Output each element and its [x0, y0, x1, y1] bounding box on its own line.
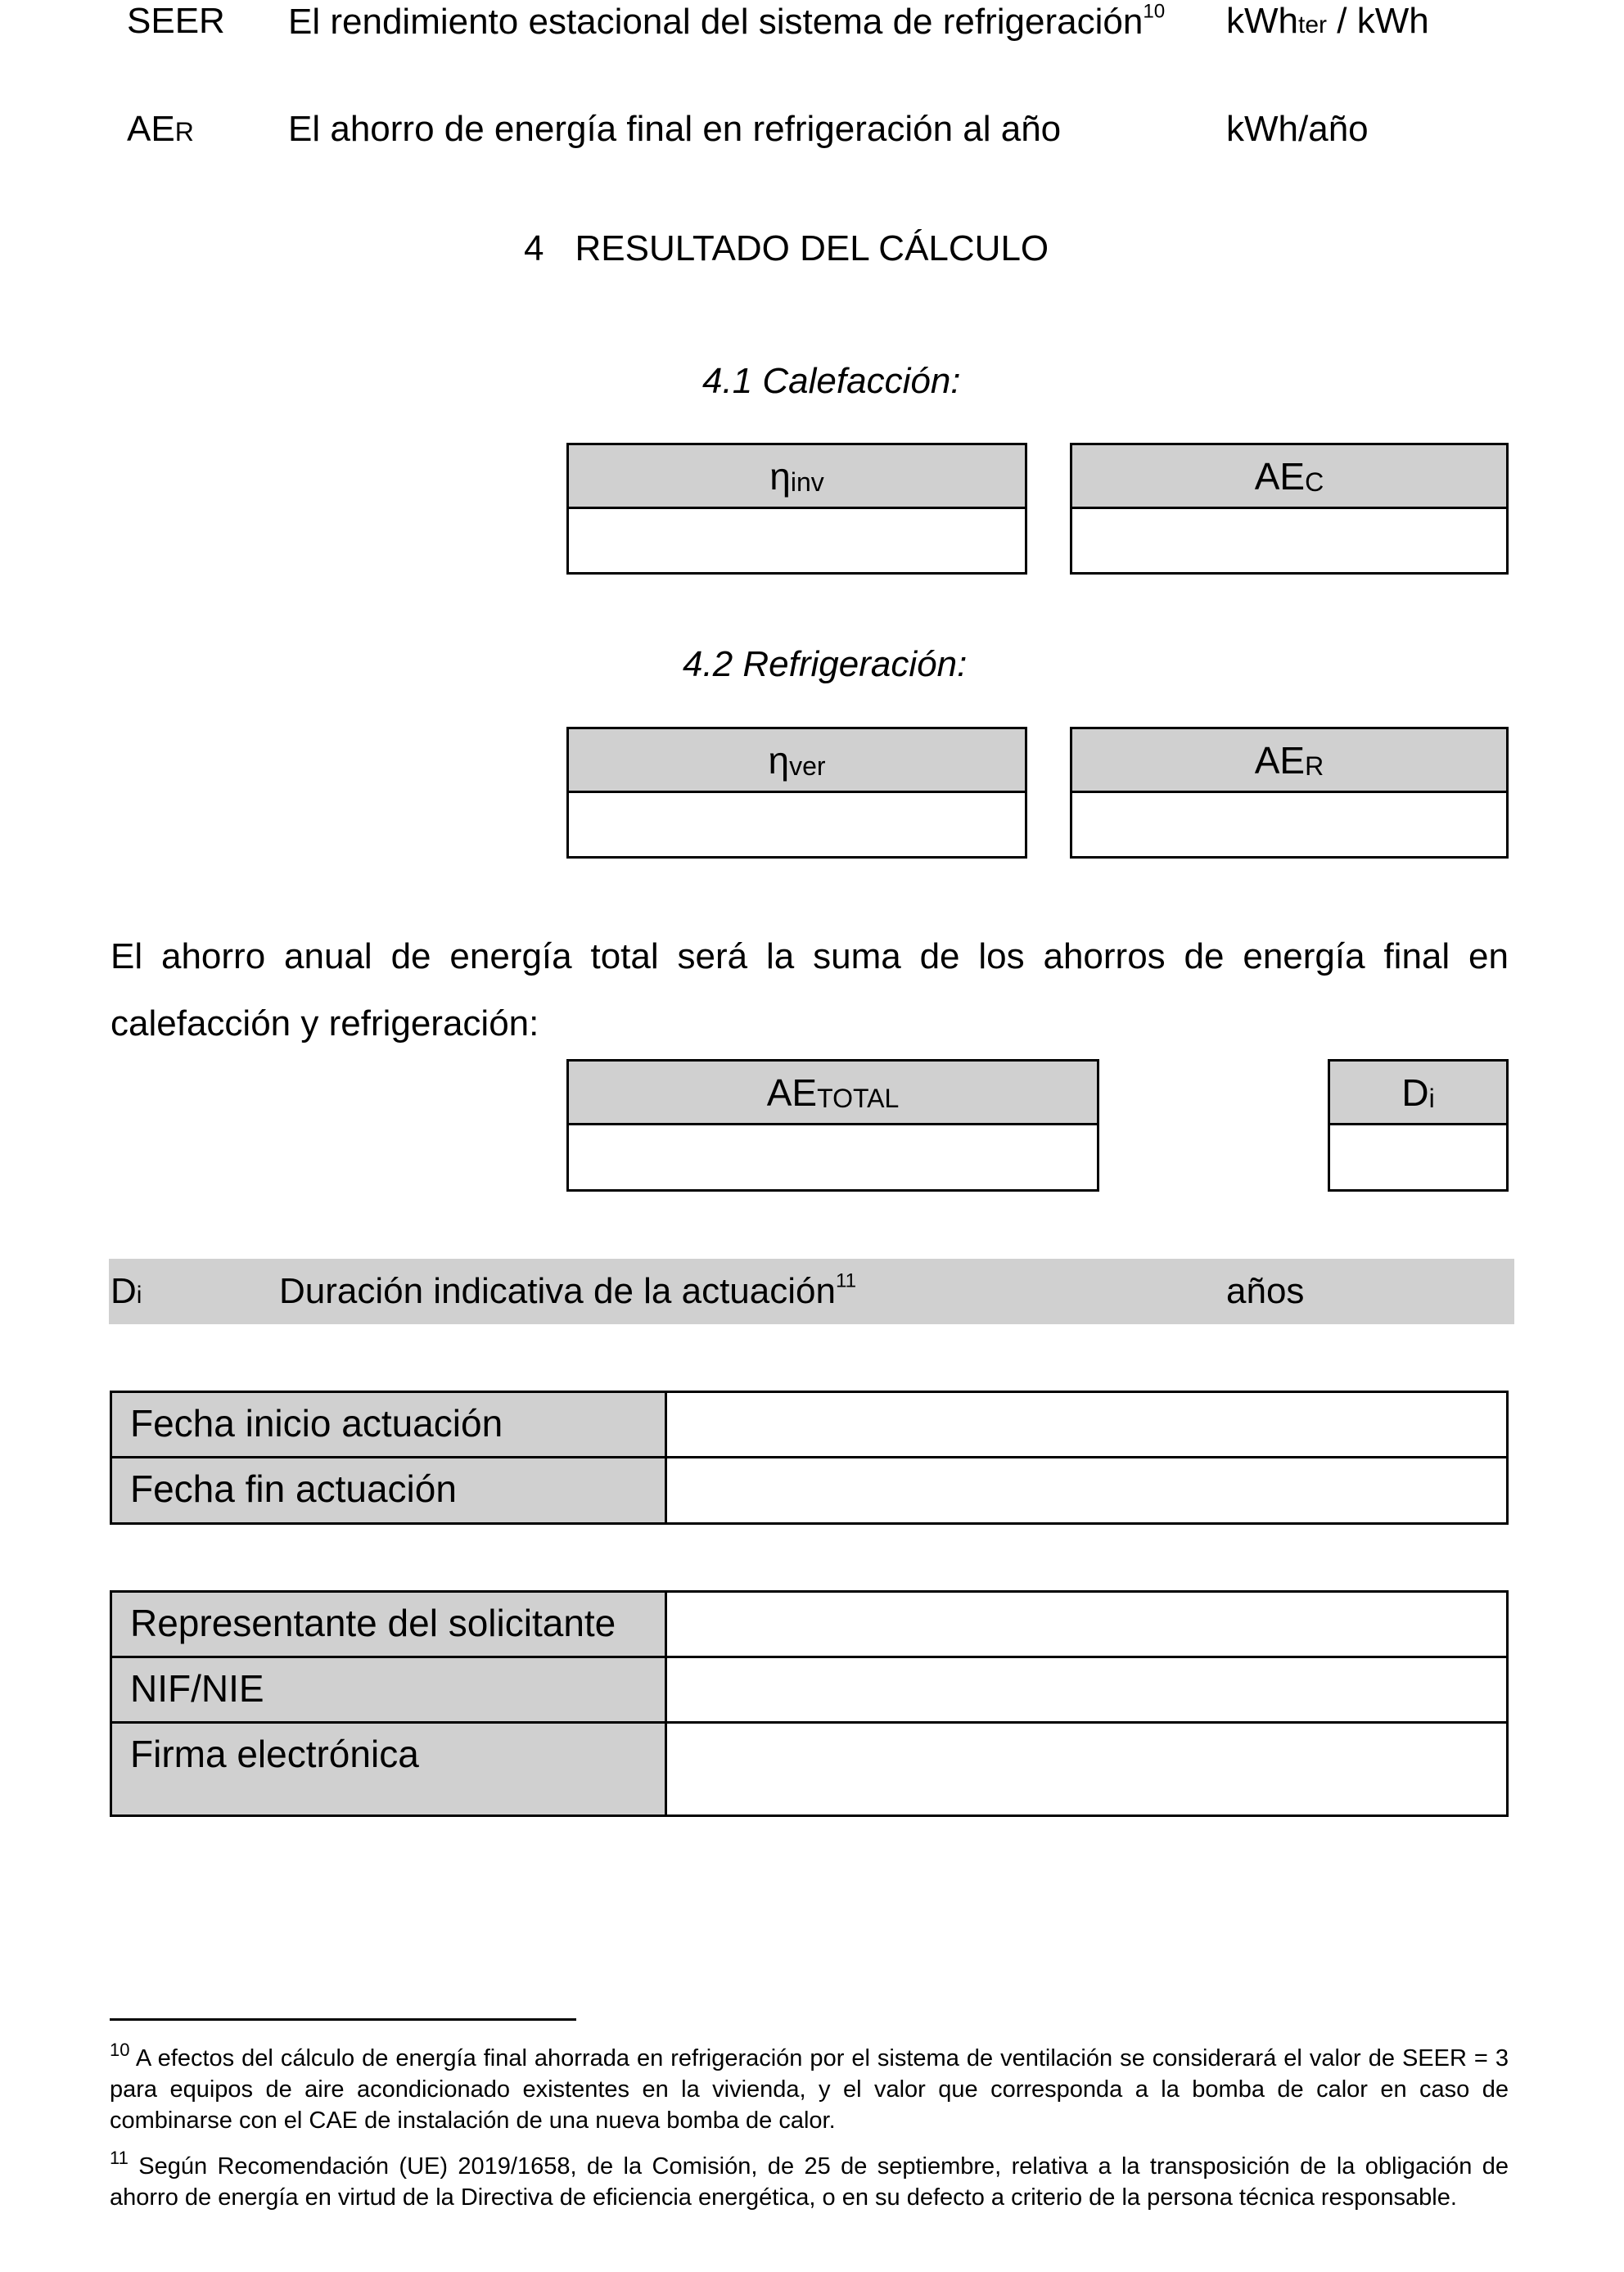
- cooling-title: 4.2 Refrigeración:: [683, 644, 968, 684]
- table-row: [112, 1593, 1506, 1658]
- definition-symbol-seer: [127, 0, 225, 43]
- section-heading: [524, 228, 1049, 270]
- table-row: [112, 1724, 1506, 1814]
- date-start-field[interactable]: [667, 1393, 1506, 1456]
- cooling-aer-box: [1070, 727, 1509, 859]
- symbol-text: SEER: [127, 1, 225, 41]
- definition-desc-aer: [288, 108, 1061, 151]
- table-row: [112, 1393, 1506, 1458]
- table-row: [112, 1658, 1506, 1724]
- table-row: [112, 1458, 1506, 1522]
- representative-table: [110, 1590, 1509, 1817]
- representative-label: Representante del solicitante: [112, 1593, 667, 1656]
- date-start-label: Fecha inicio actuación: [112, 1393, 667, 1456]
- unit-text: kWh/año: [1226, 109, 1369, 149]
- footnote-ref: 10: [1143, 0, 1166, 23]
- section-title: RESULTADO DEL CÁLCULO: [575, 228, 1049, 268]
- signature-field[interactable]: [667, 1724, 1506, 1814]
- heating-aec-box: [1070, 443, 1509, 575]
- definition-text: El ahorro de energía final en refrigeración al año: [288, 109, 1062, 149]
- total-ae-box: [566, 1059, 1099, 1192]
- box-header: D i: [1330, 1062, 1506, 1125]
- definition-desc-seer: [288, 0, 1172, 44]
- box-header: η ver: [569, 729, 1025, 793]
- representative-field[interactable]: [667, 1593, 1506, 1656]
- definition-unit-seer: [1226, 0, 1429, 47]
- duration-row: [109, 1259, 1514, 1324]
- box-header: AE C: [1072, 445, 1506, 509]
- section-number: 4: [524, 228, 544, 268]
- footnote-text: Según Recomendación (UE) 2019/1658, de la Comisión, de 25 de septiembre, relativa a la transposición de la obligación de ahorro de energía en virtud de la Directiva de eficiencia energética, o en su defecto a criterio de la persona técnica responsable.: [110, 2153, 1509, 2211]
- unit-tail: / kWh: [1327, 1, 1429, 41]
- footnote-divider: [110, 2018, 576, 2021]
- duration-desc: Duración indicativa de la actuación$^{11}$: [279, 1269, 857, 1311]
- nif-nie-field[interactable]: [667, 1658, 1506, 1721]
- footnote-number: 11: [110, 2148, 129, 2168]
- box-header: AE TOTAL: [569, 1062, 1097, 1125]
- date-end-label: Fecha fin actuación: [112, 1458, 667, 1522]
- box-header: η inv: [569, 445, 1025, 509]
- cooling-eta-ver-box: [566, 727, 1027, 859]
- definition-symbol-aer: [127, 108, 194, 153]
- definition-unit-aer: [1226, 108, 1369, 151]
- dates-table: [110, 1391, 1509, 1525]
- date-end-field[interactable]: [667, 1458, 1506, 1522]
- footnote-10: [110, 2040, 1509, 2136]
- footnote-text: A efectos del cálculo de energía final ahorrada en refrigeración por el sistema de ventilación se considerará el valor de SEER = 3 para equipos de aire acondicionado existentes en la vivienda, y el valor que corresponda a la bomba de calor en caso de combinarse con el CAE de instalación de una nueva bomba de calor.: [110, 2045, 1509, 2134]
- heating-eta-inv-box: [566, 443, 1027, 575]
- total-di-box: [1328, 1059, 1509, 1192]
- symbol-subscript: R: [174, 117, 194, 147]
- footnote-11: [110, 2148, 1509, 2213]
- signature-label: Firma electrónica: [112, 1724, 667, 1814]
- unit-subscript: ter: [1298, 11, 1328, 38]
- heating-title: 4.1 Calefacción:: [702, 361, 961, 401]
- nif-nie-label: NIF/NIE: [112, 1658, 667, 1721]
- symbol-text: AE: [127, 109, 175, 149]
- footnote-number: 10: [110, 2040, 130, 2060]
- definition-text: El rendimiento estacional del sistema de refrigeración: [288, 2, 1144, 42]
- unit-text: kWh: [1226, 1, 1298, 41]
- footnote-ref: 11: [835, 1269, 857, 1292]
- duration-unit: años: [1226, 1271, 1305, 1311]
- total-paragraph: El ahorro anual de energía total será la suma de los ahorros de energía final en calefacción y refrigeración:: [111, 936, 1509, 1044]
- duration-symbol: Di: [111, 1271, 142, 1311]
- box-header: AE R: [1072, 729, 1506, 793]
